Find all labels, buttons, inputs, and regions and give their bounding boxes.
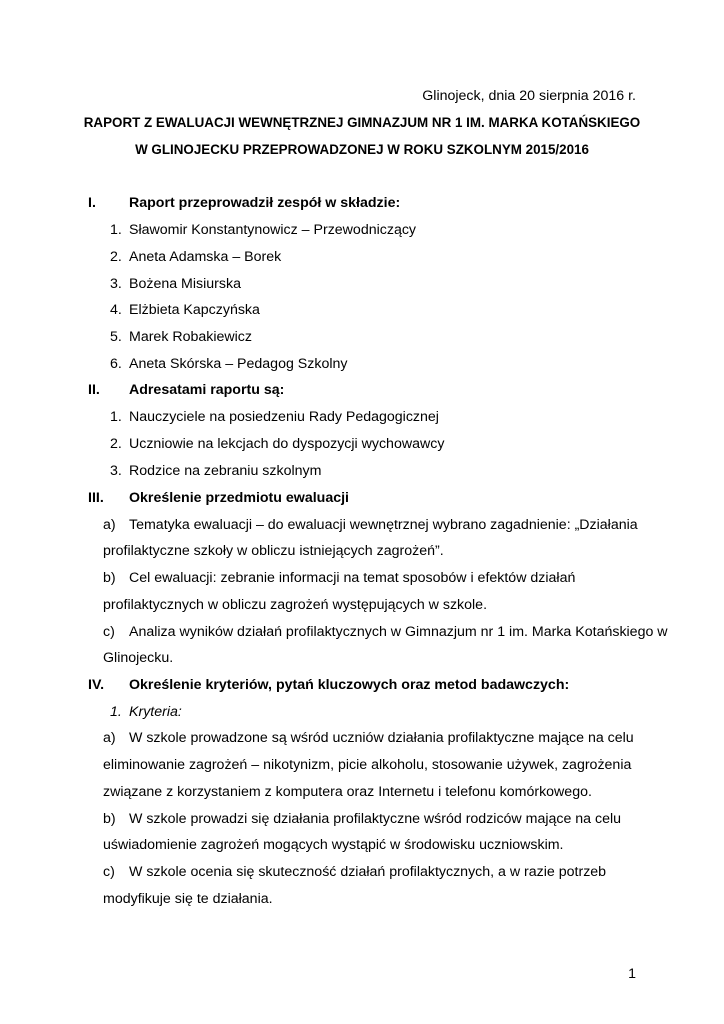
paragraph-text: Glinojecku.	[103, 650, 174, 666]
paragraph-letter: c)	[103, 624, 115, 640]
team-member: Marek Robakiewicz	[129, 329, 252, 345]
section-2-numeral: II.	[88, 382, 100, 398]
list-item-number: 4.	[110, 302, 122, 318]
addressee: Rodzice na zebraniu szkolnym	[129, 463, 322, 479]
report-title-line-2: W GLINOJECKU PRZEPROWADZONEJ W ROKU SZKOLNYM 2015/2016	[135, 142, 589, 157]
list-item-number: 2.	[110, 249, 122, 265]
list-item-number: 2.	[110, 436, 122, 452]
paragraph-text: W szkole prowadzone są wśród uczniów działania profilaktyczne mające na celu	[129, 730, 634, 746]
paragraph-text: Analiza wyników działań profilaktycznych w Gimnazjum nr 1 im. Marka Kotańskiego w	[129, 624, 668, 640]
section-1-heading: Raport przeprowadził zespół w składzie:	[129, 195, 401, 211]
document-date: Glinojeck, dnia 20 sierpnia 2016 r.	[422, 88, 636, 104]
paragraph-text: W szkole ocenia się skuteczność działań profilaktycznych, a w razie potrzeb	[129, 864, 607, 880]
list-item-number: 1.	[110, 409, 122, 425]
paragraph-text: W szkole prowadzi się działania profilaktyczne wśród rodziców mające na celu	[129, 811, 622, 827]
paragraph-text: profilaktycznych w obliczu zagrożeń występujących w szkole.	[103, 597, 488, 613]
team-member: Sławomir Konstantynowicz – Przewodniczący	[129, 222, 417, 238]
team-member: Aneta Skórska – Pedagog Szkolny	[129, 356, 348, 372]
section-3-heading: Określenie przedmiotu ewaluacji	[129, 490, 349, 506]
paragraph-letter: a)	[103, 730, 116, 746]
section-3-numeral: III.	[88, 490, 104, 506]
section-2-heading: Adresatami raportu są:	[129, 382, 285, 398]
list-item-number: 3.	[110, 463, 122, 479]
section-4-numeral: IV.	[88, 677, 105, 693]
addressee: Nauczyciele na posiedzeniu Rady Pedagogicznej	[129, 409, 439, 425]
team-member: Aneta Adamska – Borek	[129, 249, 282, 265]
paragraph-letter: a)	[103, 517, 116, 533]
paragraph-text: uświadomienie zagrożeń mogących wystąpić w środowisku uczniowskim.	[103, 837, 564, 853]
paragraph-text: eliminowanie zagrożeń – nikotynizm, picie alkoholu, stosowanie używek, zagrożenia	[103, 757, 632, 773]
subsection-number: 1.	[110, 704, 122, 720]
addressee: Uczniowie na lekcjach do dyspozycji wychowawcy	[129, 436, 445, 452]
page-number: 1	[628, 966, 636, 982]
section-1-numeral: I.	[88, 195, 96, 211]
paragraph-text: Tematyka ewaluacji – do ewaluacji wewnętrznej wybrano zagadnienie: „Działania	[129, 517, 638, 533]
paragraph-letter: b)	[103, 570, 116, 586]
team-member: Elżbieta Kapczyńska	[129, 302, 260, 318]
list-item-number: 6.	[110, 356, 122, 372]
list-item-number: 1.	[110, 222, 122, 238]
subsection-label: Kryteria:	[129, 704, 182, 720]
list-item-number: 3.	[110, 276, 122, 292]
paragraph-text: profilaktyczne szkoły w obliczu istniejących zagrożeń”.	[103, 543, 444, 559]
team-member: Bożena Misiurska	[129, 276, 241, 292]
paragraph-text: Cel ewaluacji: zebranie informacji na temat sposobów i efektów działań	[129, 570, 576, 586]
section-4-heading: Określenie kryteriów, pytań kluczowych oraz metod badawczych:	[129, 677, 570, 693]
list-item-number: 5.	[110, 329, 122, 345]
report-title-line-1: RAPORT Z EWALUACJI WEWNĘTRZNEJ GIMNAZJUM NR 1 IM. MARKA KOTAŃSKIEGO	[83, 115, 641, 130]
paragraph-letter: c)	[103, 864, 115, 880]
paragraph-text: modyfikuje się te działania.	[103, 891, 273, 907]
paragraph-letter: b)	[103, 811, 116, 827]
paragraph-text: związane z korzystaniem z komputera oraz Internetu i telefonu komórkowego.	[103, 784, 592, 800]
